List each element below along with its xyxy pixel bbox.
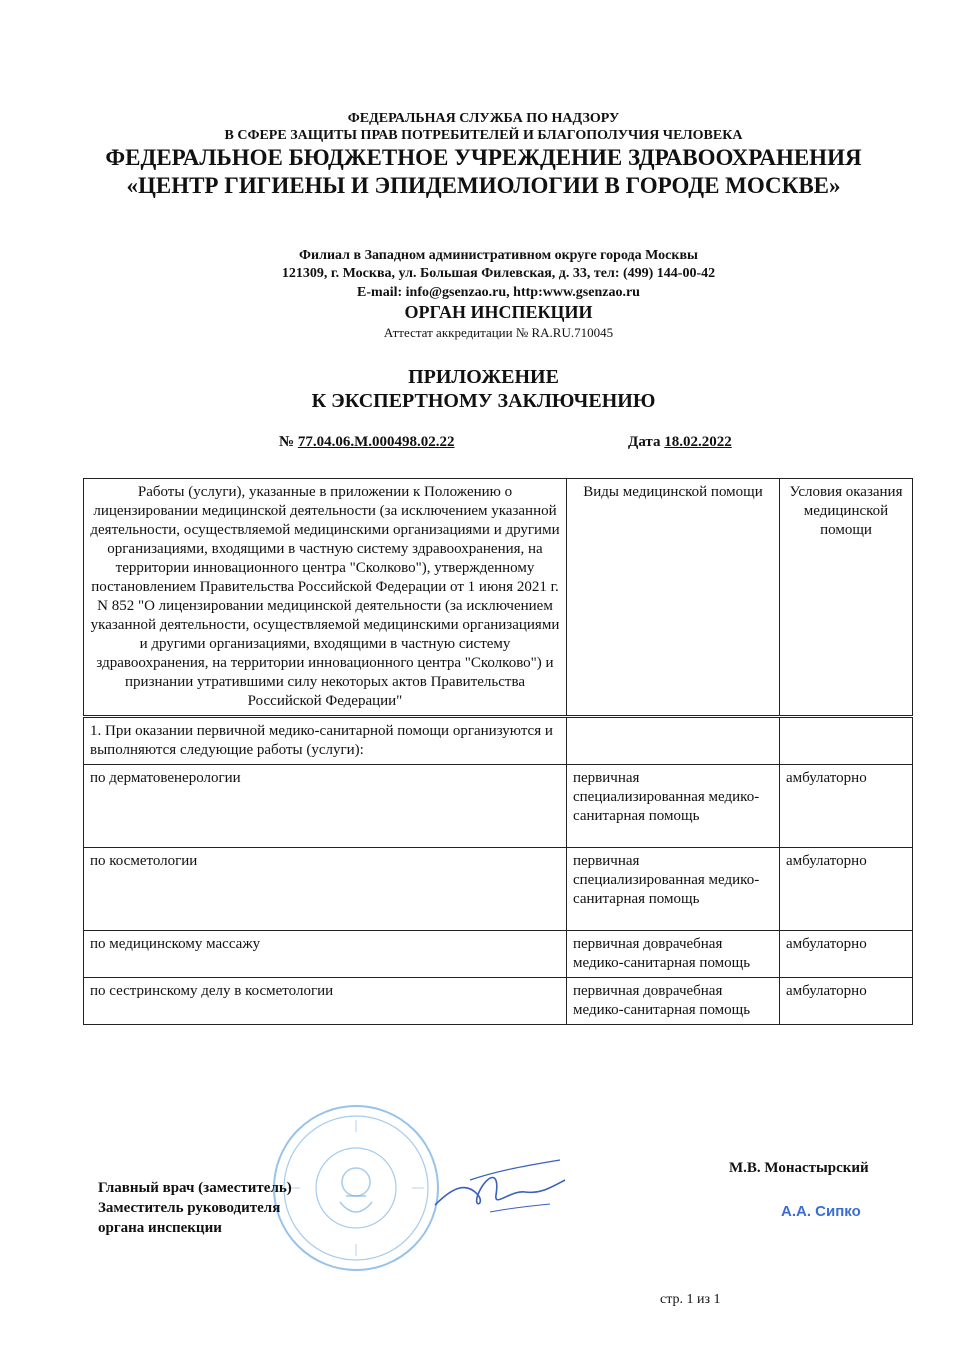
header-works: Работы (услуги), указанные в приложении к Положению о лицензировании медицинской деятельности (за исключением указанной деятельности, осуществляемой медицинскими организациями и другими организациями, входящими в частную систему здравоохранения, на территории инновационного центра "Сколково"), утвержденному постановлением Правительства Российской Федерации от 1 июня 2021 г. N 852 "О лицензировании медицинской деятельности (за исключением указанной деятельности, осуществляемой медицинскими организациями и другими организациями, входящими в частную систему здравоохранения, на территории инновационного центра "Сколково") и признании утратившими силу некоторых актов Правительства Российской Федерации" xyxy=(84,479,567,717)
appendix-title: ПРИЛОЖЕНИЕ xyxy=(408,366,559,388)
signatory-role-2: Заместитель руководителя xyxy=(98,1200,281,1216)
signatory-role-3: органа инспекции xyxy=(98,1220,222,1236)
care-type-cell: первичная специализированная медико-санитарная помощь xyxy=(567,765,780,848)
branch-address: 121309, г. Москва, ул. Большая Филевская, д. 33, тел: (499) 144-00-42 xyxy=(281,266,716,281)
branch-name: Филиал в Западном административном округе города Москвы xyxy=(299,248,698,263)
table-row xyxy=(84,848,913,931)
section-row xyxy=(84,717,913,765)
table-row xyxy=(84,931,913,978)
condition-cell: амбулаторно xyxy=(780,931,913,978)
table-row xyxy=(84,765,913,848)
condition-cell: амбулаторно xyxy=(780,978,913,1025)
care-type-cell: первичная специализированная медико-санитарная помощь xyxy=(567,848,780,931)
date-label: Дата xyxy=(628,434,661,450)
section-title: 1. При оказании первичной медико-санитарной помощи организуются и выполняются следующие работы (услуги): xyxy=(84,717,567,765)
condition-cell: амбулаторно xyxy=(780,848,913,931)
conclusion-number xyxy=(279,433,455,451)
header-conditions: Условия оказания медицинской помощи xyxy=(780,479,913,717)
work-cell: по медицинскому массажу xyxy=(84,931,567,978)
condition-cell: амбулаторно xyxy=(780,765,913,848)
institution-subtitle: «ЦЕНТР ГИГИЕНЫ И ЭПИДЕМИОЛОГИИ В ГОРОДЕ МОСКВЕ» xyxy=(126,173,841,198)
table-header-row xyxy=(84,479,913,717)
care-type-cell: первичная доврачебная медико-санитарная помощь xyxy=(567,978,780,1025)
services-table xyxy=(83,478,913,1025)
number-value: 77.04.06.М.000498.02.22 xyxy=(297,434,455,450)
header-care-types: Виды медицинской помощи xyxy=(567,479,780,717)
inspection-body-title: ОРГАН ИНСПЕКЦИИ xyxy=(404,302,593,322)
handwritten-signature xyxy=(430,1150,570,1230)
page-number: стр. 1 из 1 xyxy=(660,1292,721,1307)
signatory-role-1: Главный врач (заместитель) xyxy=(98,1180,292,1196)
appendix-subtitle: К ЭКСПЕРТНОМУ ЗАКЛЮЧЕНИЮ xyxy=(311,390,656,412)
agency-line-1: ФЕДЕРАЛЬНАЯ СЛУЖБА ПО НАДЗОРУ xyxy=(347,111,620,126)
signatory-name-2: А.А. Сипко xyxy=(781,1203,861,1220)
agency-line-2: В СФЕРЕ ЗАЩИТЫ ПРАВ ПОТРЕБИТЕЛЕЙ И БЛАГОПОЛУЧИЯ ЧЕЛОВЕКА xyxy=(224,128,743,143)
care-type-cell: первичная доврачебная медико-санитарная помощь xyxy=(567,931,780,978)
round-seal-stamp xyxy=(270,1102,442,1274)
institution-title: ФЕДЕРАЛЬНОЕ БЮДЖЕТНОЕ УЧРЕЖДЕНИЕ ЗДРАВООХРАНЕНИЯ xyxy=(105,145,862,170)
signatory-name-1: М.В. Монастырский xyxy=(729,1160,869,1176)
work-cell: по сестринскому делу в косметологии xyxy=(84,978,567,1025)
date-value: 18.02.2022 xyxy=(664,434,732,450)
conclusion-date xyxy=(628,433,732,451)
accreditation-certificate: Аттестат аккредитации № RA.RU.710045 xyxy=(383,325,614,340)
branch-contacts: E-mail: info@gsenzao.ru, http:www.gsenzao.ru xyxy=(357,285,640,300)
number-label: № xyxy=(279,434,295,450)
work-cell: по дерматовенерологии xyxy=(84,765,567,848)
work-cell: по косметологии xyxy=(84,848,567,931)
empty-cell xyxy=(567,717,780,765)
table-row xyxy=(84,978,913,1025)
empty-cell xyxy=(780,717,913,765)
